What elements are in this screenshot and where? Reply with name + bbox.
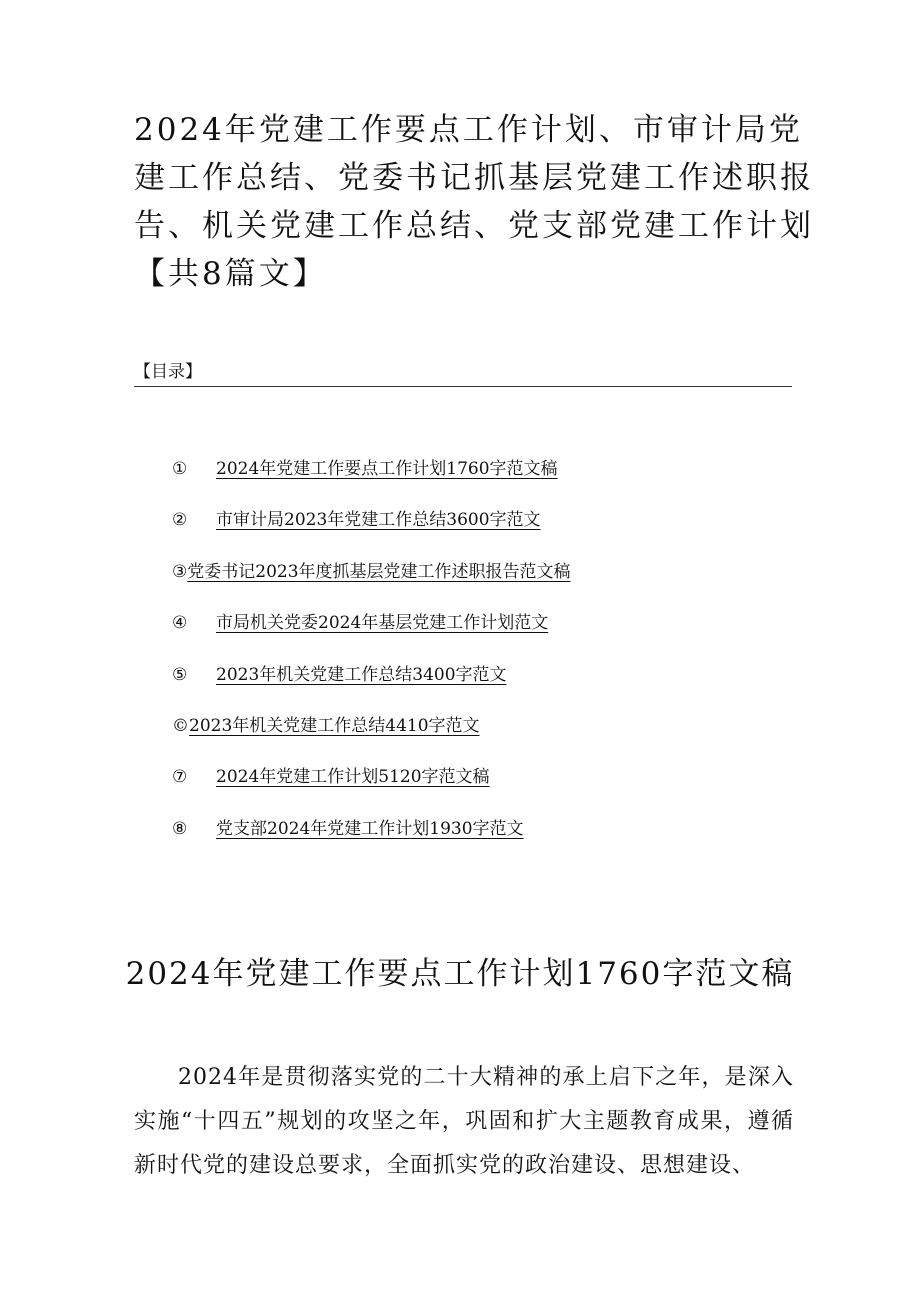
toc-item-5[interactable] xyxy=(172,658,571,709)
toc-link[interactable]: 市审计局2023年党建工作总结3600字范文 xyxy=(216,510,541,531)
toc-link[interactable]: 党委书记2023年度抓基层党建工作述职报告范文稿 xyxy=(187,561,571,582)
toc-header: 【目录】 xyxy=(134,360,792,387)
toc-item-4[interactable] xyxy=(172,606,571,657)
toc-number: ④ xyxy=(172,613,188,634)
toc-item-8[interactable] xyxy=(172,812,571,863)
toc-link[interactable]: 2023年机关党建工作总结4410字范文 xyxy=(189,715,480,736)
toc-link[interactable]: 2024年党建工作计划5120字范文稿 xyxy=(216,767,490,788)
document-title: 2024年党建工作要点工作计划、市审计局党建工作总结、党委书记抓基层党建工作述职报告、机关党建工作总结、党支部党建工作计划【共8篇文】 xyxy=(134,112,814,292)
toc-number: ⑦ xyxy=(172,767,188,788)
toc-link[interactable]: 2023年机关党建工作总结3400字范文 xyxy=(216,664,507,685)
toc-item-7[interactable] xyxy=(172,760,571,811)
toc-number: ③ xyxy=(172,561,188,582)
toc-item-1[interactable] xyxy=(172,452,571,503)
toc-number: ⑧ xyxy=(172,818,188,839)
toc-number: ① xyxy=(172,459,188,479)
toc-link[interactable]: 党支部2024年党建工作计划1930字范文 xyxy=(216,818,524,839)
section-title: 2024年党建工作要点工作计划1760字范文稿 xyxy=(125,956,795,992)
table-of-contents xyxy=(172,452,571,863)
toc-link[interactable]: 2024年党建工作要点工作计划1760字范文稿 xyxy=(216,459,558,479)
toc-number: © xyxy=(172,715,189,736)
toc-item-3[interactable] xyxy=(172,555,571,606)
toc-number: ⑤ xyxy=(172,664,188,685)
body-paragraph: 2024年是贯彻落实党的二十大精神的承上启下之年，是深入实施“十四五”规划的攻坚之年，巩固和扩大主题教育成果，遵循新时代党的建设总要求，全面抓实党的政治建设、思想建设、 xyxy=(134,1065,794,1178)
toc-item-2[interactable] xyxy=(172,503,571,554)
toc-link[interactable]: 市局机关党委2024年基层党建工作计划范文 xyxy=(216,613,549,634)
toc-item-6[interactable] xyxy=(172,709,571,760)
toc-number: ② xyxy=(172,510,188,531)
